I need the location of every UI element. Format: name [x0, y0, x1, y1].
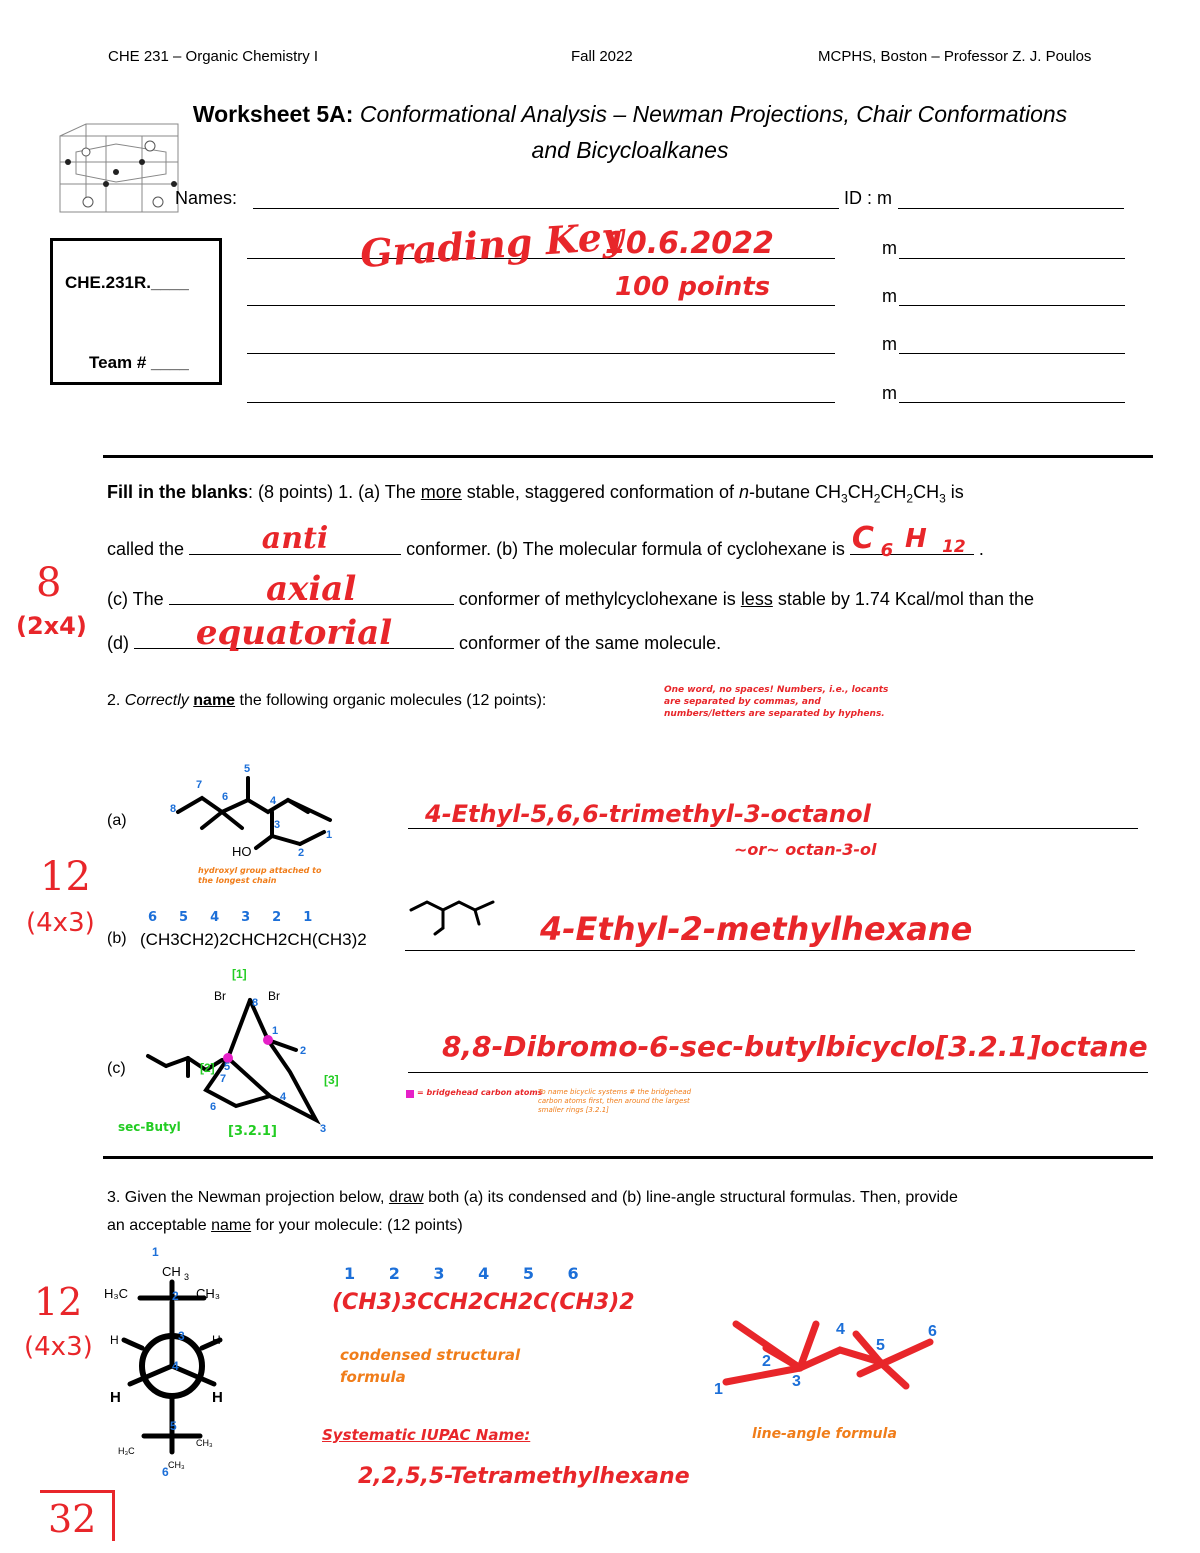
q3-condensed-formula: (CH3)3CCH2CH2C(CH3)2 [332, 1290, 635, 1315]
q2a-label: (a) [107, 812, 127, 829]
svg-text:8: 8 [252, 997, 259, 1009]
q3-iupac-label: Systematic IUPAC Name: [322, 1426, 531, 1444]
crystal-lattice-icon [46, 122, 186, 214]
q2c-sec-butyl: sec-Butyl [118, 1120, 181, 1134]
q2b-label: (b) [107, 930, 127, 947]
grading-key-text: Grading Key [358, 212, 626, 277]
id-line-4[interactable] [899, 353, 1125, 354]
q3-iupac-name: 2,2,5,5-Tetramethylhexane [358, 1464, 690, 1489]
svg-text:7: 7 [196, 779, 203, 791]
q1-line-3: (c) The axial conformer of methylcyclohexane is less stable by 1.74 Kcal/mol than the [107, 569, 1034, 609]
svg-text:3: 3 [792, 1373, 801, 1390]
title-italic-1: Conformational Analysis – Newman Projections, Chair Conformations [353, 101, 1068, 127]
q1-line-1: Fill in the blanks: (8 points) 1. (a) The more stable, staggered conformation of n-butane $CH_3CH_2CH_2CH_3$ is [107, 482, 964, 506]
name-line-4[interactable] [247, 353, 835, 354]
q3-line-angle-structure [700, 1300, 960, 1410]
svg-text:4: 4 [280, 1091, 287, 1103]
svg-text:H: H [212, 1389, 223, 1406]
section-divider-1 [103, 455, 1153, 458]
q2c-note: To name bicyclic systems # the bridgehead carbon atoms first, then around the largest smaller rings [3.2.1] [538, 1088, 692, 1114]
blank-c[interactable]: axial [169, 584, 454, 605]
q2-naming-note: One word, no spaces! Numbers, i.e., locants are separated by commas, and numbers/letters are separated by hyphens. [664, 685, 889, 719]
page-total-box [40, 1490, 115, 1541]
svg-text:2: 2 [300, 1045, 307, 1057]
svg-text:4: 4 [172, 1359, 179, 1373]
svg-text:CH₃: CH₃ [168, 1460, 185, 1470]
svg-text:HO: HO [232, 844, 252, 859]
svg-text:2: 2 [762, 1353, 771, 1370]
instructor-header: MCPHS, Boston – Professor Z. J. Poulos [818, 48, 1092, 65]
svg-text:Br: Br [268, 989, 280, 1003]
page-total-score: 32 [48, 1497, 97, 1541]
q2-score: 12 [40, 854, 91, 900]
svg-text:5: 5 [170, 1419, 177, 1433]
q2c-bicyclo-note: [3.2.1] [228, 1124, 277, 1139]
name-line-5[interactable] [247, 402, 835, 403]
svg-text:5: 5 [244, 763, 251, 775]
name-line-1[interactable] [253, 208, 839, 209]
title-bold: Worksheet 5A: [192, 101, 354, 127]
q2a-skeletal-structure [160, 760, 340, 870]
grading-date: 10.6.2022 [605, 226, 774, 261]
q2c-answer-line[interactable] [408, 1072, 1148, 1073]
q2c-label: (c) [107, 1060, 126, 1077]
q1-line-4: (d) equatorial conformer of the same molecule. [107, 613, 722, 653]
svg-text:6: 6 [210, 1101, 217, 1113]
q2c-legend: = bridgehead carbon atoms [417, 1088, 543, 1097]
svg-text:CH₃: CH₃ [196, 1438, 213, 1448]
svg-text:[3]: [3] [324, 1073, 339, 1087]
svg-text:[2]: [2] [200, 1061, 215, 1075]
svg-text:4: 4 [836, 1321, 845, 1338]
svg-text:7: 7 [220, 1073, 227, 1085]
bridgehead-marker-icon [406, 1090, 414, 1098]
id-line-2[interactable] [899, 258, 1125, 259]
svg-text:1: 1 [272, 1025, 279, 1037]
q3-score: 12 [34, 1280, 83, 1324]
q2a-answer-line[interactable] [408, 828, 1138, 829]
q2b-answer: 4-Ethyl-2-methylhexane [540, 910, 973, 948]
q2a-note: hydroxyl group attached to the longest chain [198, 866, 322, 885]
svg-text:H₃C: H₃C [118, 1446, 135, 1456]
svg-text:3: 3 [178, 1329, 185, 1343]
svg-text:[1]: [1] [232, 967, 247, 981]
title-italic-2: and Bicycloalkanes [531, 137, 729, 163]
id-line-3[interactable] [899, 305, 1125, 306]
section-team-box [50, 238, 222, 385]
blank-a[interactable]: anti [189, 534, 401, 555]
section-divider-2 [103, 1156, 1153, 1159]
blank-d[interactable]: equatorial [134, 628, 454, 649]
q3-condensed-locants: 1 2 3 4 5 6 [344, 1264, 593, 1283]
term-header: Fall 2022 [571, 48, 633, 65]
svg-text:Br: Br [214, 989, 226, 1003]
newman-projection [100, 1240, 240, 1480]
q3-line-angle-label: line-angle formula [752, 1426, 897, 1442]
q3-condensed-label: condensed structural formula [340, 1346, 521, 1386]
q1-line-2: called the anti conformer. (b) The molecular formula of cyclohexane is C 6 H 12 . [107, 521, 984, 561]
svg-text:6: 6 [928, 1323, 937, 1340]
svg-text:H: H [212, 1333, 221, 1347]
svg-text:2: 2 [298, 847, 305, 859]
svg-text:H₃C: H₃C [104, 1286, 129, 1301]
q2a-alt-answer: ~or~ octan-3-ol [734, 840, 877, 859]
section-label: CHE.231R.____ [65, 273, 189, 292]
svg-text:8: 8 [170, 803, 177, 815]
q2c-answer: 8,8-Dibromo-6-sec-butylbicyclo[3.2.1]octane [442, 1030, 1148, 1063]
q2b-locants: 654321 [148, 910, 335, 925]
svg-text:5: 5 [224, 1061, 231, 1073]
q2b-skeletal-structure [405, 890, 500, 940]
svg-text:3: 3 [184, 1272, 190, 1282]
svg-text:CH₃: CH₃ [196, 1286, 221, 1301]
total-points: 100 points [615, 272, 771, 302]
svg-text:H: H [110, 1389, 121, 1406]
course-header: CHE 231 – Organic Chemistry I [108, 48, 319, 65]
svg-text:CH: CH [162, 1264, 181, 1279]
q2b-answer-line[interactable] [405, 950, 1135, 951]
q1-score-breakdown: (2x4) [16, 612, 87, 640]
m-label-5: m [882, 383, 897, 403]
name-line-3[interactable] [247, 305, 835, 306]
id-line-5[interactable] [899, 402, 1125, 403]
m-label-2: m [882, 238, 897, 258]
svg-text:H: H [110, 1333, 119, 1347]
q1-score: 8 [36, 560, 62, 606]
q2-score-breakdown: (4x3) [26, 908, 95, 938]
svg-text:6: 6 [162, 1465, 169, 1479]
svg-text:6: 6 [222, 791, 229, 803]
svg-text:1: 1 [326, 829, 333, 841]
names-label: Names: [175, 188, 238, 208]
q2a-answer: 4-Ethyl-5,6,6-trimethyl-3-octanol [425, 800, 871, 828]
q3-score-breakdown: (4x3) [24, 1332, 93, 1362]
svg-text:4: 4 [270, 795, 277, 807]
svg-text:3: 3 [274, 819, 281, 831]
id-label: ID : m [844, 188, 892, 208]
svg-text:2: 2 [172, 1289, 179, 1303]
svg-text:5: 5 [876, 1337, 885, 1354]
m-label-3: m [882, 286, 897, 306]
m-label-4: m [882, 334, 897, 354]
svg-text:3: 3 [320, 1123, 327, 1135]
svg-text:1: 1 [714, 1381, 723, 1398]
q2-prompt: 2. Correctly name the following organic molecules (12 points): [107, 692, 547, 709]
id-line-1[interactable] [898, 208, 1124, 209]
team-label: Team # ____ [89, 353, 189, 372]
q2b-formula: (CH3CH2)2CHCH2CH(CH3)2 [140, 930, 367, 949]
q3-prompt: 3. Given the Newman projection below, draw both (a) its condensed and (b) line-angle structural formulas. Then, provide an acceptable name for your molecule: (12 points) [107, 1189, 958, 1234]
svg-text:1: 1 [152, 1245, 159, 1259]
